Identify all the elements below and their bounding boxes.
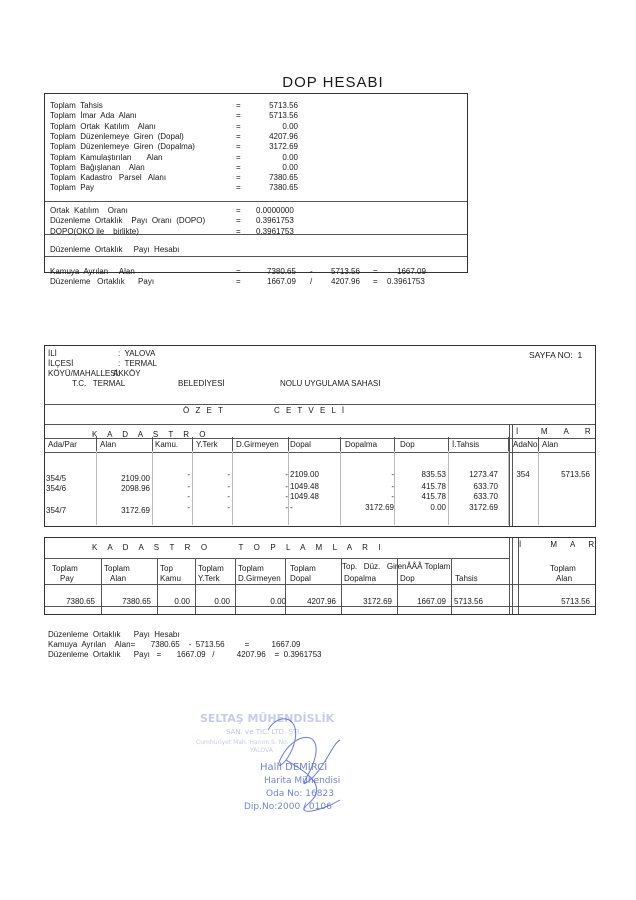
equals-sign: = (236, 183, 241, 193)
table-cell: 0.00 (430, 503, 446, 512)
stamp-text: SAN. ve TİC. LTD. ŞTİ. (226, 728, 302, 736)
ilce-value: : TERMAL (118, 359, 157, 368)
table-cell: 354 (516, 470, 530, 479)
th-yterk-2: Y.Terk (198, 574, 220, 583)
th-dop-2: Dop (400, 574, 415, 583)
total-yterk: 0.00 (214, 597, 230, 606)
summary-label: Toplam Düzenlemeye Giren (Dopalma) (50, 142, 195, 152)
equals-sign: = (236, 206, 241, 215)
column-header: Ada/Par (48, 440, 77, 449)
ilce-label: İLÇESİ (48, 359, 74, 368)
table-cell: - (285, 492, 288, 501)
table-cell: 5713.56 (561, 470, 590, 479)
column-header: Y.Terk (196, 440, 218, 449)
summary-label: Toplam Bağışlanan Alan (50, 162, 145, 172)
table-cell: 633.70 (473, 482, 498, 491)
table-rule (508, 451, 509, 525)
column-header: Alan (542, 440, 559, 449)
table-cell: - (187, 470, 190, 479)
column-header: Dop (400, 440, 415, 449)
table-cell: 3172.69 (469, 503, 498, 512)
column-header: Alan (100, 440, 117, 449)
stamp-text: Dip.No:2000 / 0106 (244, 802, 332, 812)
table-cell: 835.53 (421, 470, 446, 479)
table-cell: 1049.48 (290, 482, 319, 491)
th-alan-2: Alan (110, 574, 127, 583)
equals-sign: = (236, 142, 241, 152)
ratio-label: DOPO(OKO ile birlikte) (50, 226, 139, 236)
summary-value: 0.00 (282, 121, 298, 131)
equals-sign: = (236, 226, 241, 236)
summary-label: Toplam Kamulaştırılan Alan (50, 152, 163, 162)
table-cell: 3172.69 (121, 506, 150, 515)
summary-label: Toplam İmar Ada Alanı (50, 111, 137, 121)
equals-sign: = (236, 152, 241, 162)
il-value: : YALOVA (118, 349, 156, 358)
equals-sign: = (236, 216, 241, 226)
cetveli-title: C E T V E L İ (274, 406, 347, 415)
il-label: İLİ (48, 349, 57, 358)
stamp-text: Harita Mühendisi (264, 776, 341, 786)
table-rule (538, 437, 539, 451)
table-cell: - (187, 503, 190, 512)
company-stamp-signature (190, 700, 360, 840)
th-dopal-1: Toplam (290, 564, 316, 573)
table-cell: 2098.96 (121, 484, 150, 493)
column-header: AdaNo (513, 440, 538, 449)
total-tahsis: 5713.56 (454, 597, 483, 606)
calc-result: 0.3961753 (387, 277, 425, 287)
total-dgir: 0.00 (270, 597, 286, 606)
table-rule (152, 437, 153, 451)
stamp-text: Oda No: 16823 (266, 789, 334, 799)
calc-b: 4207.96 (331, 277, 360, 287)
ratio-value: 0.3961753 (256, 226, 294, 236)
table-cell: 1049.48 (290, 492, 319, 501)
ratio-label: Düzenleme Ortaklık Payı Oranı (DOPO) (50, 216, 206, 226)
table-cell: 3172.69 (365, 503, 394, 512)
table-cell: 415.78 (421, 482, 446, 491)
table-cell: 2109.00 (121, 474, 150, 483)
equals-sign: = (236, 267, 241, 276)
stamp-text: Halil DEMİRCİ (260, 762, 328, 773)
ratio-label: Ortak Katılım Oranı (50, 206, 128, 215)
footer-dopo: Düzenleme Ortaklık Payı = 1667.09 / 4207.96 = 0.3961753 (48, 650, 322, 659)
tc-label: T.C. TERMAL (72, 379, 126, 388)
uygulama-label: NOLU UYGULAMA SAHASI (280, 379, 381, 388)
summary-label: Toplam Tahsis (50, 101, 103, 110)
th-alan-1: Toplam (104, 564, 130, 573)
table-rule (288, 451, 289, 525)
summary-label: Toplam Pay (50, 183, 95, 193)
th-dgir-2: D.Girmeyen (238, 574, 281, 583)
table-cell: - (227, 482, 230, 491)
ozet-title: Ö Z E T (183, 406, 225, 415)
th-dopal-2: Dopal (290, 574, 311, 583)
total-pay: 7380.65 (66, 597, 95, 606)
stamp-text: SELTAŞ MÜHENDİSLİK (200, 712, 335, 725)
koy-value: AKKÖY (113, 369, 141, 378)
calc-label: Düzenleme Ortaklık Payı (50, 277, 155, 287)
calc-op: - (310, 267, 313, 276)
table-cell: - (290, 503, 293, 512)
table-cell: - (285, 482, 288, 491)
imar-title: İ M A R (516, 427, 595, 436)
total-dopal: 4207.96 (307, 597, 336, 606)
calc-result: 1667.09 (397, 267, 426, 276)
calc-a: 7380.65 (267, 267, 296, 276)
column-header: İ.Tahsis (452, 440, 480, 449)
th-kamu-2: Kamu (160, 574, 181, 583)
table-cell: - (227, 503, 230, 512)
total-imar-alan: 5713.56 (561, 597, 590, 606)
table-rule (394, 437, 395, 451)
summary-value: 3172.69 (269, 142, 298, 152)
table-cell: 354/7 (46, 506, 67, 515)
table-cell: - (391, 492, 394, 501)
column-header: Dopal (290, 440, 311, 449)
equals-sign: = (236, 131, 241, 141)
table-cell: 2109.00 (290, 470, 319, 479)
table-cell: 354/5 (46, 474, 67, 483)
equals-sign: = (236, 121, 241, 131)
table-rule (288, 437, 289, 451)
table-cell: 1273.47 (469, 470, 498, 479)
footer-kamuya: Kamuya Ayrılan Alan= 7380.65 - 5713.56 = 1667.09 (48, 640, 301, 649)
th-pay-2: Pay (60, 574, 74, 583)
table-cell: 415.78 (421, 492, 446, 501)
th-ialan-2: Alan (556, 574, 573, 583)
th-dopalma-2: Dopalma (344, 574, 377, 583)
table-cell: - (391, 470, 394, 479)
table-rule (394, 451, 395, 525)
section-title: Düzenleme Ortaklık Payı Hesabı (50, 245, 180, 254)
equals-sign: = (236, 173, 241, 183)
calc-a: 1667.09 (267, 277, 296, 287)
table-cell: 633.70 (473, 492, 498, 501)
table-rule (538, 451, 539, 525)
column-header: Dopalma (345, 440, 378, 449)
table-cell: - (227, 492, 230, 501)
equals-sign: = (236, 101, 241, 110)
table-rule (96, 437, 97, 451)
th-yterk-1: Toplam (198, 564, 224, 573)
summary-value: 7380.65 (269, 173, 298, 183)
th-dgir-1: Toplam (238, 564, 264, 573)
column-header: D.Girmeyen (236, 440, 279, 449)
column-header: Kamu. (155, 440, 179, 449)
table-rule (340, 437, 341, 451)
table-cell: - (187, 482, 190, 491)
summary-value: 7380.65 (269, 183, 298, 193)
summary-label: Toplam Kadastro Parsel Alanı (50, 173, 167, 183)
page-number: SAYFA NO: 1 (529, 350, 583, 360)
footer-title: Düzenleme Ortaklık Payı Hesabı (48, 630, 180, 639)
summary-label: Toplam Ortak Katılım Alanı (50, 121, 156, 131)
total-alan: 7380.65 (122, 597, 151, 606)
summary-value: 4207.96 (269, 131, 298, 141)
stamp-text: YALOVA (250, 747, 273, 754)
ratio-value: 0.0000000 (256, 206, 294, 215)
table-cell: - (391, 482, 394, 491)
table-rule (448, 437, 449, 451)
table-rule (448, 451, 449, 525)
table-cell: - (285, 503, 288, 512)
table-cell: 354/6 (46, 484, 67, 493)
koy-label: KÖYÜ/MAHALLESİ: (48, 369, 121, 378)
stamp-text: Cumhuriyet Mah. Hanım S. No: (196, 739, 289, 746)
table-rule (508, 437, 509, 451)
equals-sign: = (236, 162, 241, 172)
equals-sign: = (373, 267, 378, 276)
table-cell: - (227, 470, 230, 479)
th-tahsis-2: Tahsis (455, 574, 478, 583)
calc-label: Kamuya Ayrılan Alan (50, 267, 135, 276)
total-dopalma: 3172.69 (363, 597, 392, 606)
th-ialan-1: Toplam (550, 564, 576, 573)
table-rule (232, 437, 233, 451)
summary-value: 5713.56 (269, 101, 298, 110)
equals-sign: = (236, 277, 241, 287)
summary-label: Toplam Düzenlemeye Giren (Dopal) (50, 131, 184, 141)
page-title: DOP HESABI (282, 74, 384, 91)
kadastro-title: K A D A S T R O (92, 430, 210, 439)
calc-b: 5713.56 (331, 267, 360, 276)
total-dop: 1667.09 (417, 597, 446, 606)
totals-title: K A D A S T R O T O P L A M L A R I (92, 543, 383, 552)
table-rule (192, 437, 193, 451)
totals-imar-title: İ M A R (519, 540, 598, 549)
summary-value: 0.00 (282, 152, 298, 162)
table-cell: - (285, 470, 288, 479)
equals-sign: = (236, 111, 241, 121)
equals-sign: = (373, 277, 378, 287)
summary-value: 0.00 (282, 162, 298, 172)
belediye-label: BELEDİYESİ (178, 379, 225, 388)
th-pay-1: Toplam (52, 564, 78, 573)
total-kamu: 0.00 (174, 597, 190, 606)
summary-value: 5713.56 (269, 111, 298, 121)
calc-op: / (310, 277, 313, 287)
table-cell: - (187, 492, 190, 501)
ratio-value: 0.3961753 (256, 216, 294, 226)
th-kamu-1: Top (160, 564, 173, 573)
th-mixed: Top. Düz. GirenÅÅÅ Toplam (342, 562, 451, 571)
